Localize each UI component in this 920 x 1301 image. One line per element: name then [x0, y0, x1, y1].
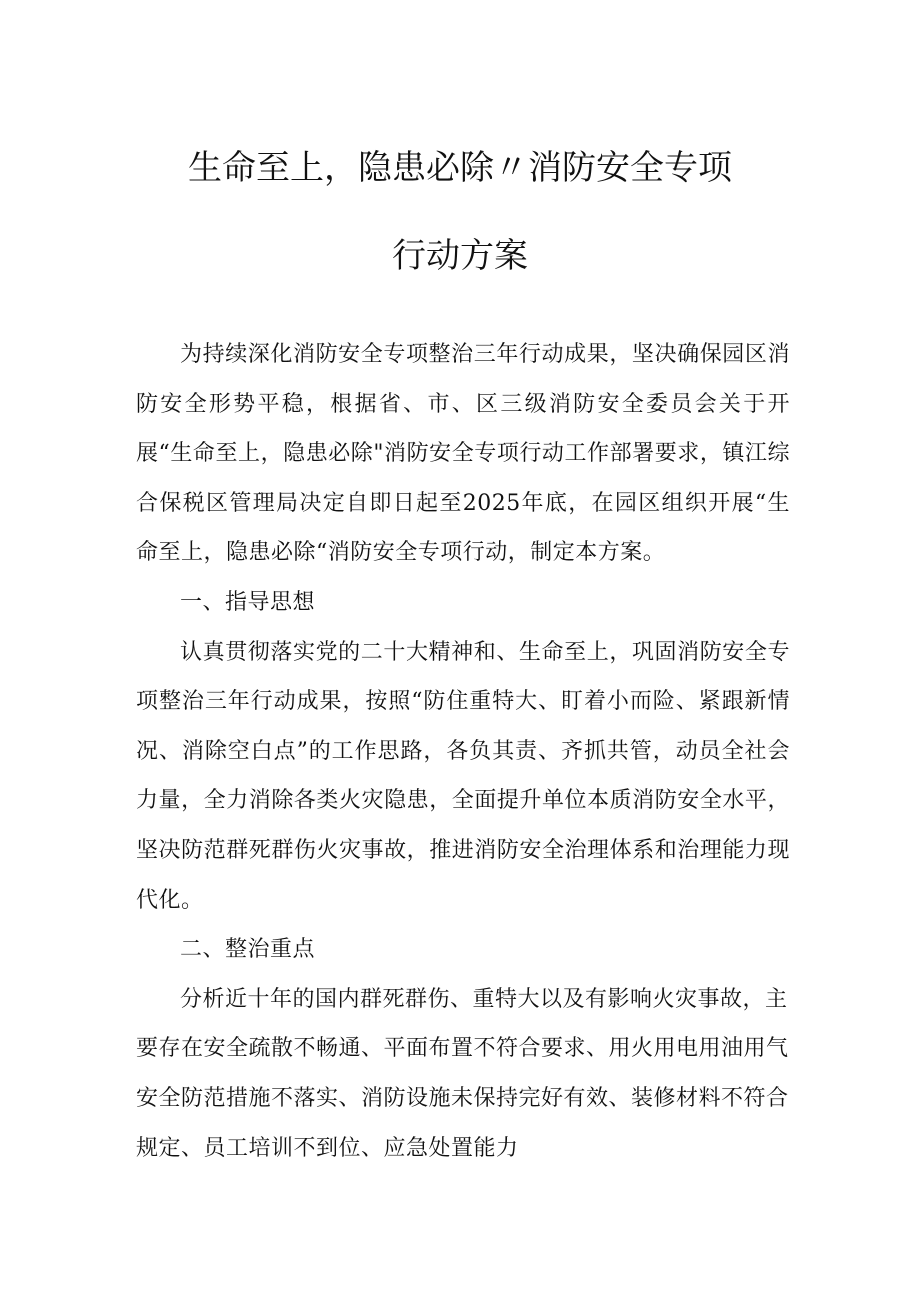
document-title-line2: 行动方案 [392, 236, 528, 276]
document-title-line1: 生命至上，隐患必除〃消防安全专项 [188, 148, 732, 188]
document-body [136, 330, 790, 1173]
rectification-focus-paragraph: 分析近十年的国内群死群伤、重特大以及有影响火灾事故，主要存在安全疏散不畅通、平面布置不符合要求、用火用电用油用气安全防范措施不落实、消防设施未保持完好有效、装修材料不符合规定、员工培训不到位、应急处置能力 [136, 986, 789, 1161]
guiding-ideology-paragraph: 认真贯彻落实党的二十大精神和、生命至上，巩固消防安全专项整治三年行动成果，按照“防住重特大、盯着小而险、紧跟新情况、消除空白点”的工作思路，各负其责、齐抓共管，动员全社会力量，全力消除各类火灾隐患，全面提升单位本质消防安全水平，坚决防范群死群伤火灾事故，推进消防安全治理体系和治理能力现代化。 [136, 639, 790, 913]
section-heading-rectification-focus: 二、整治重点 [180, 937, 316, 963]
intro-paragraph: 为持续深化消防安全专项整治三年行动成果，坚决确保园区消防安全形势平稳，根据省、市、区三级消防安全委员会关于开展“生命至上，隐患必除"消防安全专项行动工作部署要求，镇江综合保税区管理局决定自即日起至2025年底，在园区组织开展“生命至上，隐患必除“消防安全专项行动，制定本方案。 [136, 342, 790, 566]
section-heading-guiding-ideology: 一、指导思想 [180, 589, 316, 615]
